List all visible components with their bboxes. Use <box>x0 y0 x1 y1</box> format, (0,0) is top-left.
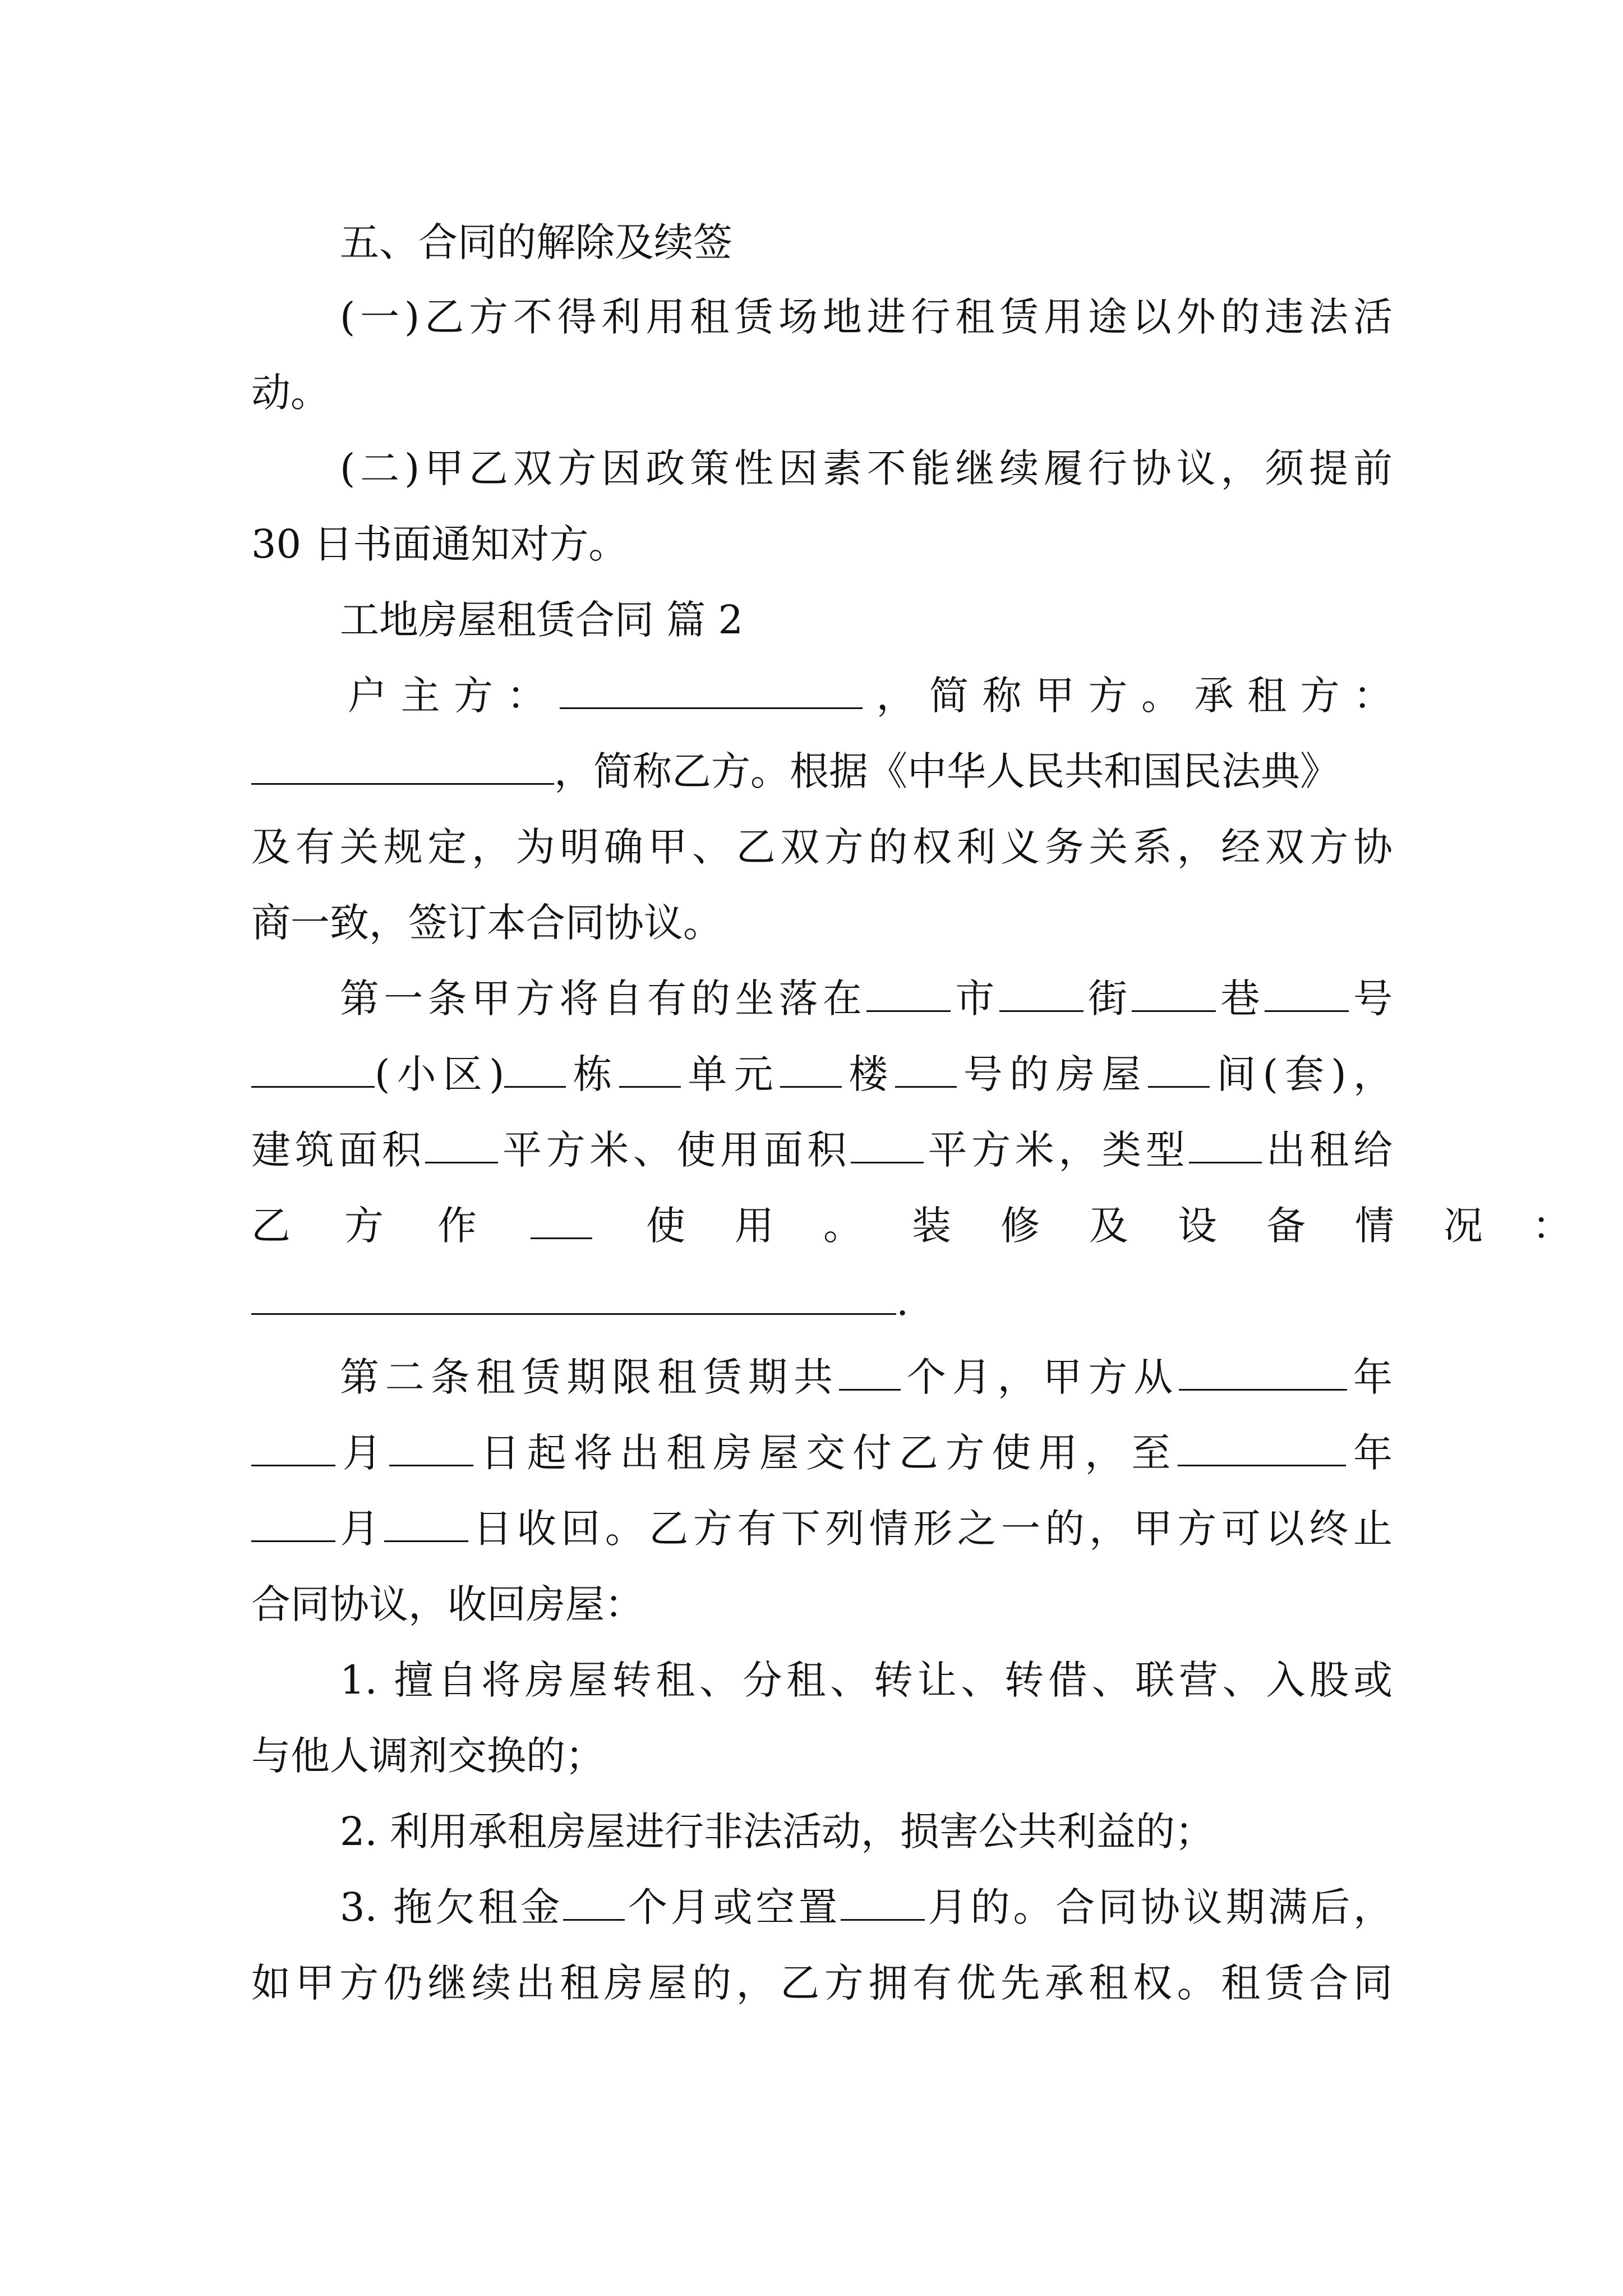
fill-in-blank <box>251 1274 896 1315</box>
line-text: 3. 拖欠租金 <box>340 1884 564 1930</box>
line-text: 第一条甲方将自有的坐落在 <box>340 976 867 1022</box>
fill-in-blank <box>531 1198 592 1239</box>
paragraph-line: 及有关规定，为明确甲、乙双方的权利义务关系，经双方协 <box>251 824 1393 870</box>
section-heading: 工地房屋租赁合同 篇 2 <box>340 597 744 643</box>
fill-in-blank <box>841 1880 925 1921</box>
paragraph-line <box>251 1192 1621 1259</box>
fill-in-blank <box>504 1047 566 1088</box>
line-text: 日起将出租房屋交付乙方使用，至 <box>473 1430 1178 1476</box>
paragraph-line: 动。 <box>251 370 330 416</box>
paragraph-line <box>340 1343 1393 1411</box>
line-text: 间(套)， <box>1209 1051 1393 1097</box>
paragraph-line: 商一致，签订本合同协议。 <box>251 900 722 946</box>
fill-in-blank <box>780 1047 842 1088</box>
paragraph-line <box>340 965 1393 1032</box>
line-text: 号的房屋 <box>956 1051 1148 1097</box>
fill-in-blank <box>1148 1047 1210 1088</box>
paragraph-line <box>251 1419 1393 1487</box>
line-text: . <box>896 1278 909 1324</box>
fill-in-blank <box>1265 971 1349 1012</box>
line-text: 月的。合同协议期满后， <box>925 1884 1393 1930</box>
paragraph-line <box>251 1495 1393 1562</box>
fill-in-blank <box>895 1047 957 1088</box>
line-text: 平方米，类型 <box>923 1127 1189 1173</box>
paragraph-line: 与他人调剂交换的； <box>251 1733 605 1779</box>
fill-in-blank <box>839 1350 901 1391</box>
paragraph-line: (二)甲乙双方因政策性因素不能继续履行协议，须提前 <box>340 445 1393 491</box>
paragraph-line <box>251 1041 1393 1108</box>
paragraph-line <box>251 738 1393 805</box>
fill-in-blank <box>251 1047 375 1088</box>
paragraph-line: 30 日书面通知对方。 <box>251 521 628 567</box>
paragraph-line <box>251 1268 1393 1335</box>
fill-in-blank <box>1178 1425 1346 1466</box>
line-text: 楼 <box>841 1051 895 1097</box>
section-heading: 五、合同的解除及续签 <box>340 219 732 265</box>
paragraph-line: (一)乙方不得利用租赁场地进行租赁用途以外的违法活 <box>340 294 1393 340</box>
paragraph-line <box>348 662 1393 729</box>
fill-in-blank <box>999 971 1083 1012</box>
line-text: 第二条租赁期限租赁期共 <box>340 1354 839 1400</box>
list-item: 2. 利用承租房屋进行非法活动，损害公共利益的； <box>340 1809 1215 1855</box>
fill-in-blank <box>384 1501 468 1542</box>
list-item: 1. 擅自将房屋转租、分租、转让、转借、联营、入股或 <box>340 1657 1393 1703</box>
line-text: 年 <box>1346 1430 1393 1476</box>
line-text: (小区) <box>375 1051 505 1097</box>
line-text: 栋 <box>566 1051 620 1097</box>
line-text: 户主方： <box>348 673 560 719</box>
line-text: 个月或空置 <box>625 1884 841 1930</box>
line-text: 年 <box>1347 1354 1393 1400</box>
line-text: 巷 <box>1216 976 1265 1022</box>
line-text: 出租给 <box>1262 1127 1393 1173</box>
fill-in-blank <box>251 744 554 785</box>
list-item <box>340 1874 1393 1941</box>
line-text: 号 <box>1348 976 1393 1022</box>
fill-in-blank <box>1189 1122 1262 1163</box>
line-text: 平方米、使用面积 <box>498 1127 851 1173</box>
line-text: 使用。装修及设备情况： <box>646 1203 1621 1249</box>
line-text: 个月，甲方从 <box>900 1354 1179 1400</box>
line-text: 月 <box>335 1506 384 1552</box>
paragraph-line: 如甲方仍继续出租房屋的，乙方拥有优先承租权。租赁合同 <box>251 1960 1393 2006</box>
fill-in-blank <box>251 1425 335 1466</box>
fill-in-blank <box>619 1047 681 1088</box>
line-text: 街 <box>1083 976 1132 1022</box>
paragraph-line: 合同协议，收回房屋： <box>251 1581 644 1627</box>
fill-in-blank <box>563 1880 625 1921</box>
line-text: 市 <box>951 976 999 1022</box>
fill-in-blank <box>560 668 863 709</box>
fill-in-blank <box>425 1122 498 1163</box>
line-text: 乙方作 <box>251 1203 531 1249</box>
fill-in-blank <box>251 1501 335 1542</box>
fill-in-blank <box>389 1425 473 1466</box>
line-text: 建筑面积 <box>251 1127 426 1173</box>
fill-in-blank <box>866 971 951 1012</box>
line-text: ，简称甲方。承租方： <box>863 673 1393 719</box>
fill-in-blank <box>851 1122 924 1163</box>
fill-in-blank <box>1132 971 1216 1012</box>
line-text: ，简称乙方。根据《中华人民共和国民法典》 <box>554 748 1339 794</box>
line-text: 日收回。乙方有下列情形之一的，甲方可以终止 <box>468 1506 1393 1552</box>
line-text: 单元 <box>681 1051 780 1097</box>
paragraph-line <box>251 1116 1393 1184</box>
fill-in-blank <box>1179 1350 1347 1391</box>
line-text: 月 <box>335 1430 389 1476</box>
